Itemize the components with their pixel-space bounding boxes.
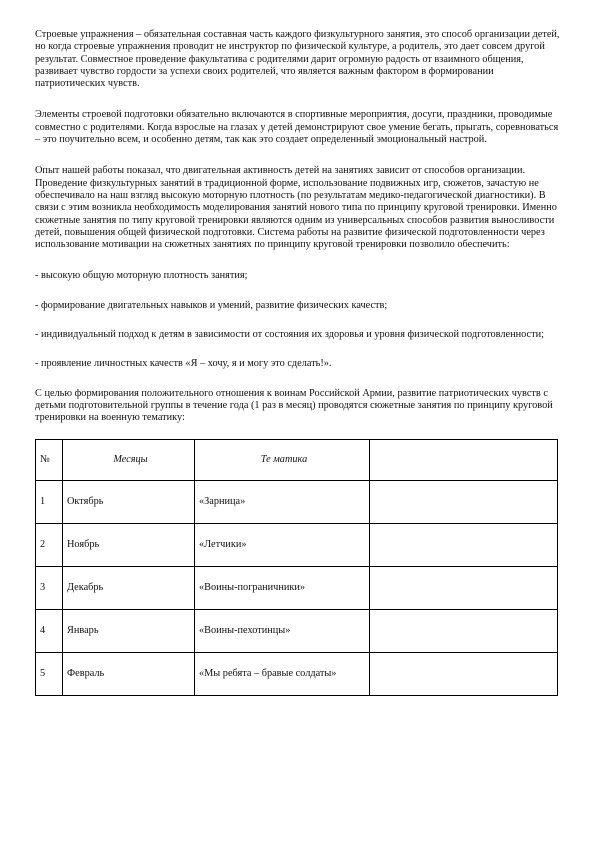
cell-topic: «Мы ребята – бравые солдаты» (195, 652, 370, 695)
table-row (36, 609, 558, 652)
cell-month: Декабрь (63, 566, 195, 609)
paragraph-work-experience: Опыт нашей работы показал, что двигательная активность детей на занятиях зависит от способов организации. Проведение физкультурных занятий в традиционной форме, использование подвижных игр, сюжетов, зачастую не обеспечивало на наш взгляд высокую моторную плотность (по результатам медико-педагогической диагностики). В связи с этим возникла необходимость моделирования занятий нового типа по принципу круговой тренировки. Именно сюжетные занятия по типу круговой тренировки являются одним из универсальных способов развития выносливости детей, повышения общей физической подготовки. Система работы на развитие физической подготовленности через использование мотивации на сюжетных занятиях по принципу круговой тренировки позволило обеспечить: (35, 165, 557, 251)
cell-number: 5 (36, 652, 63, 695)
paragraph-drill-exercises: Строевые упражнения – обязательная составная часть каждого физкультурного занятия, это способ организации детей, но когда строевые упражнения проводит не инструктор по физической культуре, а родитель, это дает совсем другой результат. Совместное проведение факультатива с родителями дарит огромную радость от взаимного общения, развивает чувство гордости за успехи своих родителей, что является важным фактором в формировании патриотических чувств. (35, 29, 560, 90)
cell-number: 2 (36, 523, 63, 566)
cell-empty (370, 480, 558, 523)
cell-topic: «Воины-пограничники» (195, 566, 370, 609)
cell-topic: «Воины-пехотинцы» (195, 609, 370, 652)
cell-empty (370, 566, 558, 609)
header-topic: Те матика (195, 439, 370, 480)
paragraph-closing: С целью формирования положительного отношения к воинам Российской Армии, развитие патриотических чувств с детьми подготовительной группы в течение года (1 раз в месяц) проводятся сюжетные занятия по принципу круговой тренировки на военную тематику: (35, 387, 553, 424)
cell-empty (370, 609, 558, 652)
header-months: Месяцы (63, 439, 195, 480)
topics-table (35, 439, 558, 696)
table-row (36, 523, 558, 566)
cell-number: 3 (36, 566, 63, 609)
table-row (36, 480, 558, 523)
cell-empty (370, 523, 558, 566)
cell-topic: «Зарница» (195, 480, 370, 523)
table-row (36, 652, 558, 695)
cell-empty (370, 652, 558, 695)
header-empty (370, 439, 558, 480)
table-row (36, 566, 558, 609)
list-item: - проявление личностных качеств «Я – хочу, я и могу это сделать!». (35, 358, 332, 370)
cell-month: Ноябрь (63, 523, 195, 566)
table-header-row (36, 439, 558, 480)
cell-number: 4 (36, 609, 63, 652)
list-item: - индивидуальный подход к детям в зависимости от состояния их здоровья и уровня физической подготовленности; (35, 329, 544, 341)
cell-month: Февраль (63, 652, 195, 695)
list-item: - формирование двигательных навыков и умений, развитие физических качеств; (35, 299, 388, 311)
header-number: № (36, 439, 63, 480)
cell-topic: «Летчики» (195, 523, 370, 566)
paragraph-drill-elements: Элементы строевой подготовки обязательно включаются в спортивные мероприятия, досуги, праздники, проводимые совместно с родителями. Когда взрослые на глазах у детей демонстрируют свое умение бегать, прыгать, соревноваться – это поучительно всем, и особенно детям, так как это создает определенный эмоциональный настрой. (35, 109, 559, 146)
list-item: - высокую общую моторную плотность занятия; (35, 270, 248, 282)
cell-month: Октябрь (63, 480, 195, 523)
cell-number: 1 (36, 480, 63, 523)
document-page (35, 29, 561, 696)
cell-month: Январь (63, 609, 195, 652)
